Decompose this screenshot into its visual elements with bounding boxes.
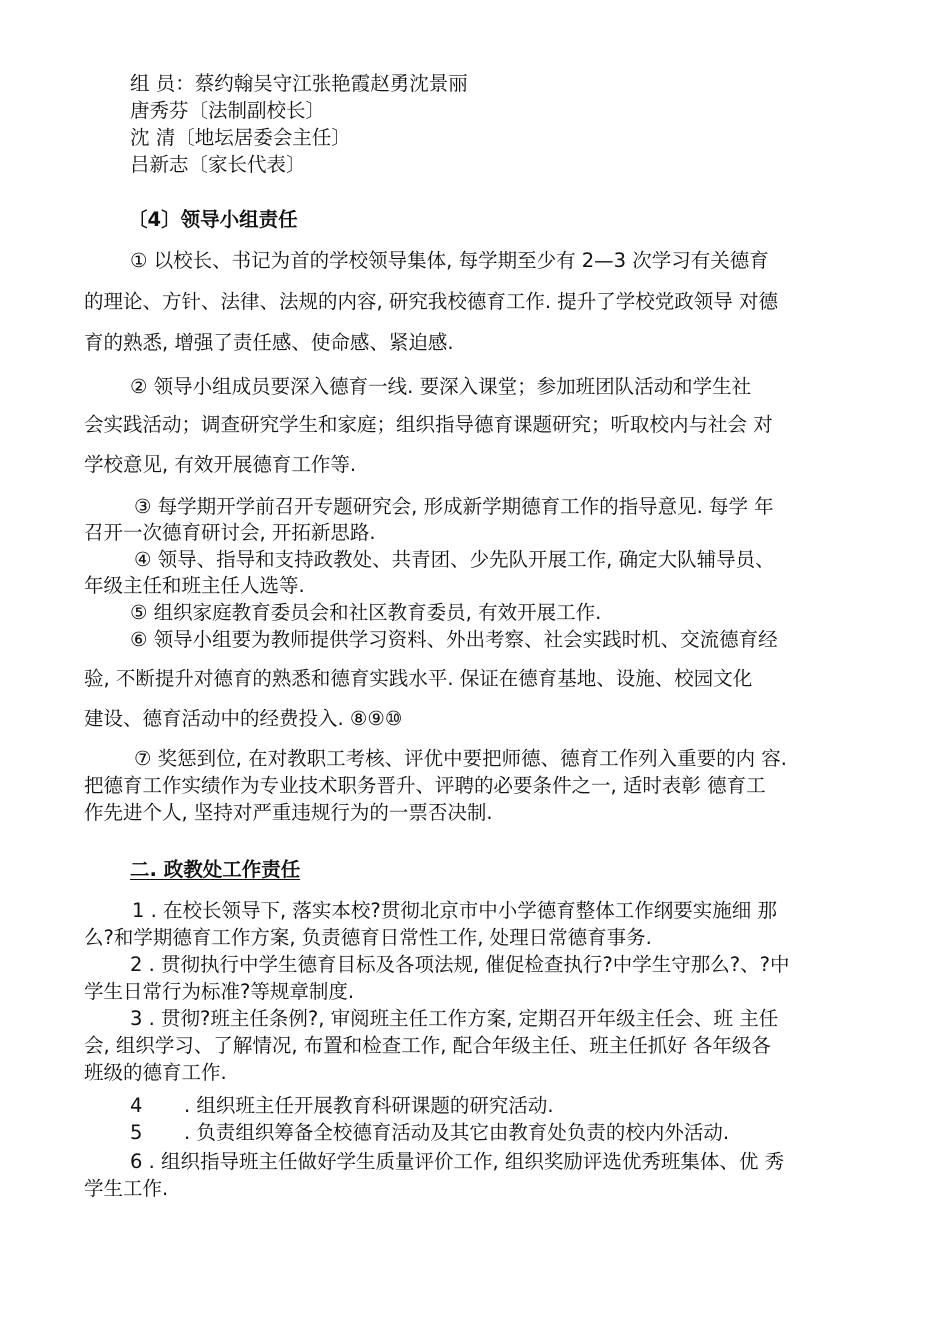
section-4-item-4-line-1: ④ 领导、指导和支持政教处、共青团、少先队开展工作, 确定大队辅导员、 bbox=[134, 548, 775, 571]
section-4-item-1-line-1: ① 以校长、书记为首的学校领导集体, 每学期至少有 2—3 次学习有关德育 bbox=[130, 249, 769, 272]
members-line-1: 组 员：蔡约翰吴守江张艳霞赵勇沈景丽 bbox=[130, 72, 468, 95]
section-4-item-6-line-2: 验, 不断提升对德育的熟悉和德育实践水平. 保证在德育基地、设施、校园文化 bbox=[84, 667, 753, 690]
section-4-item-7-line-3: 作先进个人, 坚持对严重违规行为的一票否决制. bbox=[84, 801, 493, 824]
section-4-item-7-line-1: ⑦ 奖惩到位, 在对教职工考核、评优中要把师德、德育工作列入重要的内 容. bbox=[134, 747, 787, 770]
section-2-item-6-line-2: 学生工作. bbox=[84, 1177, 169, 1200]
section-2-item-3-line-2: 会, 组织学习、了解情况, 布置和检查工作, 配合年级主任、班主任抓好 各年级各 bbox=[84, 1034, 771, 1057]
section-4-item-2-line-2: 会实践活动；调查研究学生和家庭；组织指导德育课题研究；听取校内与社会 对 bbox=[84, 413, 773, 436]
section-4-item-7-line-2: 把德育工作实绩作为专业技术职务晋升、评聘的必要条件之一, 适时表彰 德育工 bbox=[84, 774, 766, 797]
section-2-item-6-line-1: 6 . 组织指导班主任做好学生质量评价工作, 组织奖励评选优秀班集体、优 秀 bbox=[130, 1150, 785, 1173]
section-2-item-2-line-1: 2 . 贯彻执行中学生德育目标及各项法规, 催促检查执行?中学生守那么?、?中 bbox=[130, 953, 790, 976]
section-2-item-3-line-3: 班级的德育工作. bbox=[84, 1061, 227, 1084]
section-2-item-4-number: 4 bbox=[130, 1094, 143, 1117]
section-2-item-1-line-2: 么?和学期德育工作方案, 负责德育日常性工作, 处理日常德育事务. bbox=[84, 926, 652, 949]
section-2-item-3-line-1: 3 . 贯彻?班主任条例?, 审阅班主任工作方案, 定期召开年级主任会、班 主任 bbox=[130, 1007, 779, 1030]
section-2-item-4-text: . 组织班主任开展教育科研课题的研究活动. bbox=[184, 1094, 554, 1117]
section-2-item-2-line-2: 学生日常行为标准?等规章制度. bbox=[84, 980, 355, 1003]
members-line-4: 吕新志〔家长代表〕 bbox=[130, 153, 306, 176]
section-4-item-1-line-2: 的理论、方针、法律、法规的内容, 研究我校德育工作. 提升了学校党政领导 对德 bbox=[84, 290, 778, 313]
members-line-3: 沈 清〔地坛居委会主任〕 bbox=[130, 126, 351, 149]
section-4-item-3-line-1: ③ 每学期开学前召开专题研究会, 形成新学期德育工作的指导意见. 每学 年 bbox=[134, 495, 774, 518]
section-4-item-2-line-3: 学校意见, 有效开展德育工作等. bbox=[84, 453, 357, 476]
section-4-item-4-line-2: 年级主任和班主任人选等. bbox=[84, 574, 305, 597]
section-2-heading: 二. 政教处工作责任 bbox=[130, 858, 301, 881]
section-4-heading: 〔4〕领导小组责任 bbox=[128, 208, 298, 231]
section-4-item-6-line-1: ⑥ 领导小组要为教师提供学习资料、外出考察、社会实践时机、交流德育经 bbox=[130, 628, 778, 651]
members-line-2: 唐秀芬〔法制副校长〕 bbox=[130, 99, 326, 122]
section-4-item-1-line-3: 育的熟悉, 增强了责任感、使命感、紧迫感. bbox=[84, 331, 454, 354]
section-4-item-6-line-3: 建设、德育活动中的经费投入. ⑧⑨⑩ bbox=[84, 707, 403, 730]
section-4-item-3-line-2: 召开一次德育研讨会, 开拓新思路. bbox=[84, 521, 376, 544]
section-4-item-5-line-1: ⑤ 组织家庭教育委员会和社区教育委员, 有效开展工作. bbox=[130, 601, 602, 624]
section-2-item-5-text: . 负责组织筹备全校德育活动及其它由教育处负责的校内外活动. bbox=[184, 1121, 730, 1144]
section-2-item-5-number: 5 bbox=[130, 1121, 143, 1144]
section-2-item-1-line-1: 1 . 在校长领导下, 落实本校?贯彻北京市中小学德育整体工作纲要实施细 那 bbox=[132, 899, 777, 922]
section-4-item-2-line-1: ② 领导小组成员要深入德育一线. 要深入课堂；参加班团队活动和学生社 bbox=[130, 375, 752, 398]
